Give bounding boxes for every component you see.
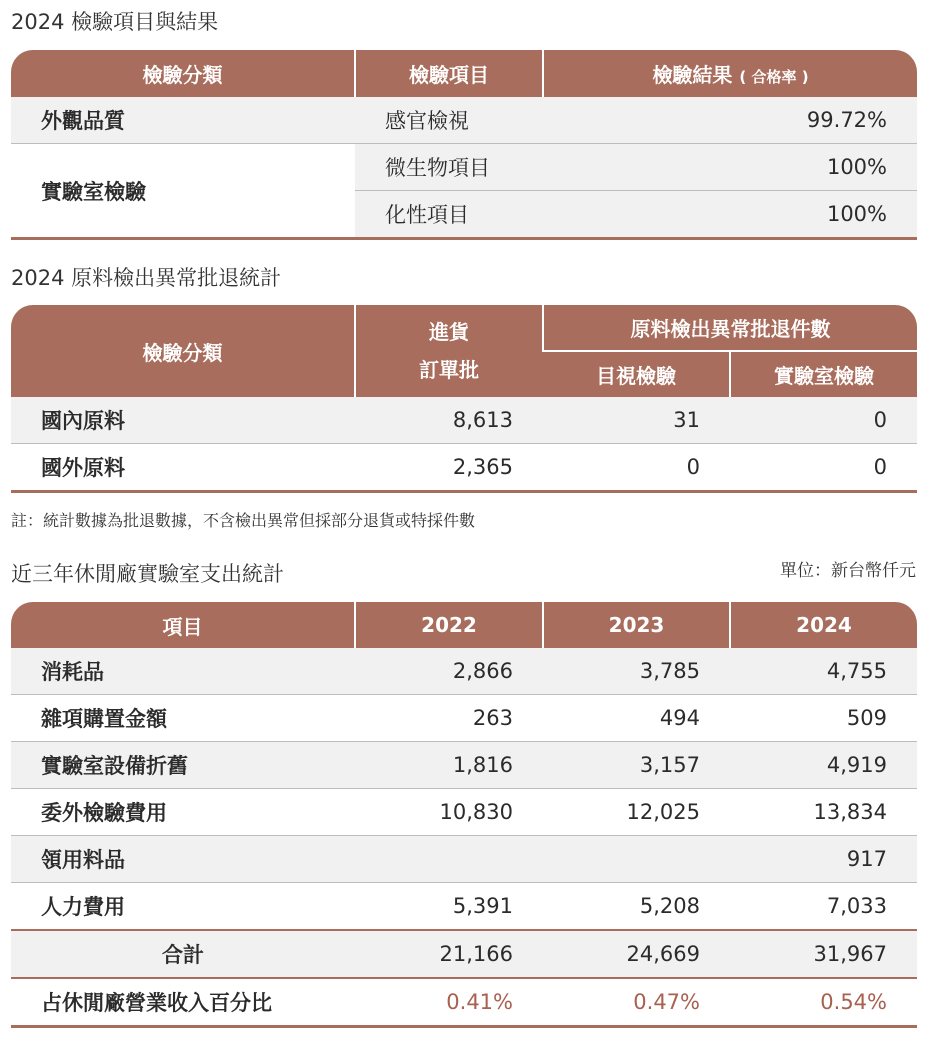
result-cell: 100% bbox=[543, 144, 917, 191]
visual-cell: 31 bbox=[543, 397, 730, 444]
header-category: 檢驗分類 bbox=[11, 305, 355, 397]
value-2023: 494 bbox=[543, 695, 730, 742]
orders-cell: 8,613 bbox=[355, 397, 543, 444]
value-2023: 12,025 bbox=[543, 789, 730, 836]
table-row bbox=[11, 397, 917, 444]
header-result-label: 檢驗結果 bbox=[652, 63, 733, 87]
item-cell: 微生物項目 bbox=[355, 144, 543, 191]
lab-cell: 0 bbox=[730, 444, 917, 492]
value-2024: 7,033 bbox=[730, 883, 917, 931]
table-row bbox=[11, 97, 917, 144]
ratio-2023: 0.47% bbox=[543, 978, 730, 1027]
value-2024: 917 bbox=[730, 836, 917, 883]
category-cell: 外觀品質 bbox=[11, 97, 355, 144]
table-row bbox=[11, 836, 917, 883]
ratio-2022: 0.41% bbox=[355, 978, 543, 1027]
table-row bbox=[11, 883, 917, 931]
result-cell: 100% bbox=[543, 191, 917, 239]
orders-cell: 2,365 bbox=[355, 444, 543, 492]
value-2023 bbox=[543, 836, 730, 883]
total-row bbox=[11, 930, 917, 978]
header-visual: 目視檢驗 bbox=[543, 351, 730, 397]
item-cell: 雜項購置金額 bbox=[11, 695, 355, 742]
total-label: 合計 bbox=[11, 930, 355, 978]
section1-title: 2024 檢驗項目與結果 bbox=[11, 10, 219, 34]
value-2022: 5,391 bbox=[355, 883, 543, 931]
header-2024: 2024 bbox=[730, 602, 917, 648]
value-2024: 509 bbox=[730, 695, 917, 742]
total-2024: 31,967 bbox=[730, 930, 917, 978]
value-2022: 263 bbox=[355, 695, 543, 742]
table-row bbox=[11, 789, 917, 836]
value-2022: 10,830 bbox=[355, 789, 543, 836]
category-cell: 國外原料 bbox=[11, 444, 355, 492]
header-lab: 實驗室檢驗 bbox=[730, 351, 917, 397]
total-2022: 21,166 bbox=[355, 930, 543, 978]
value-2023: 3,785 bbox=[543, 648, 730, 695]
header-orders-line2: 訂單批 bbox=[419, 358, 479, 382]
rejection-stats-table bbox=[11, 305, 917, 493]
header-item: 項目 bbox=[11, 602, 355, 648]
table-row bbox=[11, 648, 917, 695]
header-orders bbox=[355, 305, 543, 397]
value-2023: 5,208 bbox=[543, 883, 730, 931]
value-2022: 1,816 bbox=[355, 742, 543, 789]
header-result-sub: ( 合格率 ) bbox=[739, 68, 809, 86]
ratio-label: 占休閒廠營業收入百分比 bbox=[11, 978, 355, 1027]
item-cell: 人力費用 bbox=[11, 883, 355, 931]
value-2022 bbox=[355, 836, 543, 883]
result-cell: 99.72% bbox=[543, 97, 917, 144]
value-2024: 4,919 bbox=[730, 742, 917, 789]
lab-expense-table bbox=[11, 602, 917, 1028]
value-2024: 4,755 bbox=[730, 648, 917, 695]
item-cell: 消耗品 bbox=[11, 648, 355, 695]
value-2024: 13,834 bbox=[730, 789, 917, 836]
visual-cell: 0 bbox=[543, 444, 730, 492]
item-cell: 領用料品 bbox=[11, 836, 355, 883]
header-item: 檢驗項目 bbox=[355, 50, 543, 97]
section3-title: 近三年休閒廠實驗室支出統計 bbox=[11, 562, 284, 586]
category-cell: 國內原料 bbox=[11, 397, 355, 444]
table-row bbox=[11, 742, 917, 789]
unit-label: 單位：新台幣仟元 bbox=[780, 561, 916, 581]
ratio-2024: 0.54% bbox=[730, 978, 917, 1027]
item-cell: 委外檢驗費用 bbox=[11, 789, 355, 836]
value-2023: 3,157 bbox=[543, 742, 730, 789]
footnote: 註：統計數據為批退數據，不含檢出異常但採部分退貨或特採件數 bbox=[11, 511, 476, 530]
value-2022: 2,866 bbox=[355, 648, 543, 695]
lab-cell: 0 bbox=[730, 397, 917, 444]
header-result bbox=[543, 50, 917, 97]
section2-title: 2024 原料檢出異常批退統計 bbox=[11, 266, 282, 290]
category-cell: 實驗室檢驗 bbox=[11, 144, 355, 239]
header-rejection-group: 原料檢出異常批退件數 bbox=[543, 305, 917, 351]
inspection-results-table bbox=[11, 50, 917, 240]
header-2023: 2023 bbox=[543, 602, 730, 648]
table-row bbox=[11, 144, 917, 191]
total-2023: 24,669 bbox=[543, 930, 730, 978]
header-orders-line1: 進貨 bbox=[429, 320, 469, 344]
ratio-row bbox=[11, 978, 917, 1027]
table-row bbox=[11, 444, 917, 492]
header-category: 檢驗分類 bbox=[11, 50, 355, 97]
header-2022: 2022 bbox=[355, 602, 543, 648]
table-row bbox=[11, 695, 917, 742]
item-cell: 感官檢視 bbox=[355, 97, 543, 144]
item-cell: 化性項目 bbox=[355, 191, 543, 239]
item-cell: 實驗室設備折舊 bbox=[11, 742, 355, 789]
